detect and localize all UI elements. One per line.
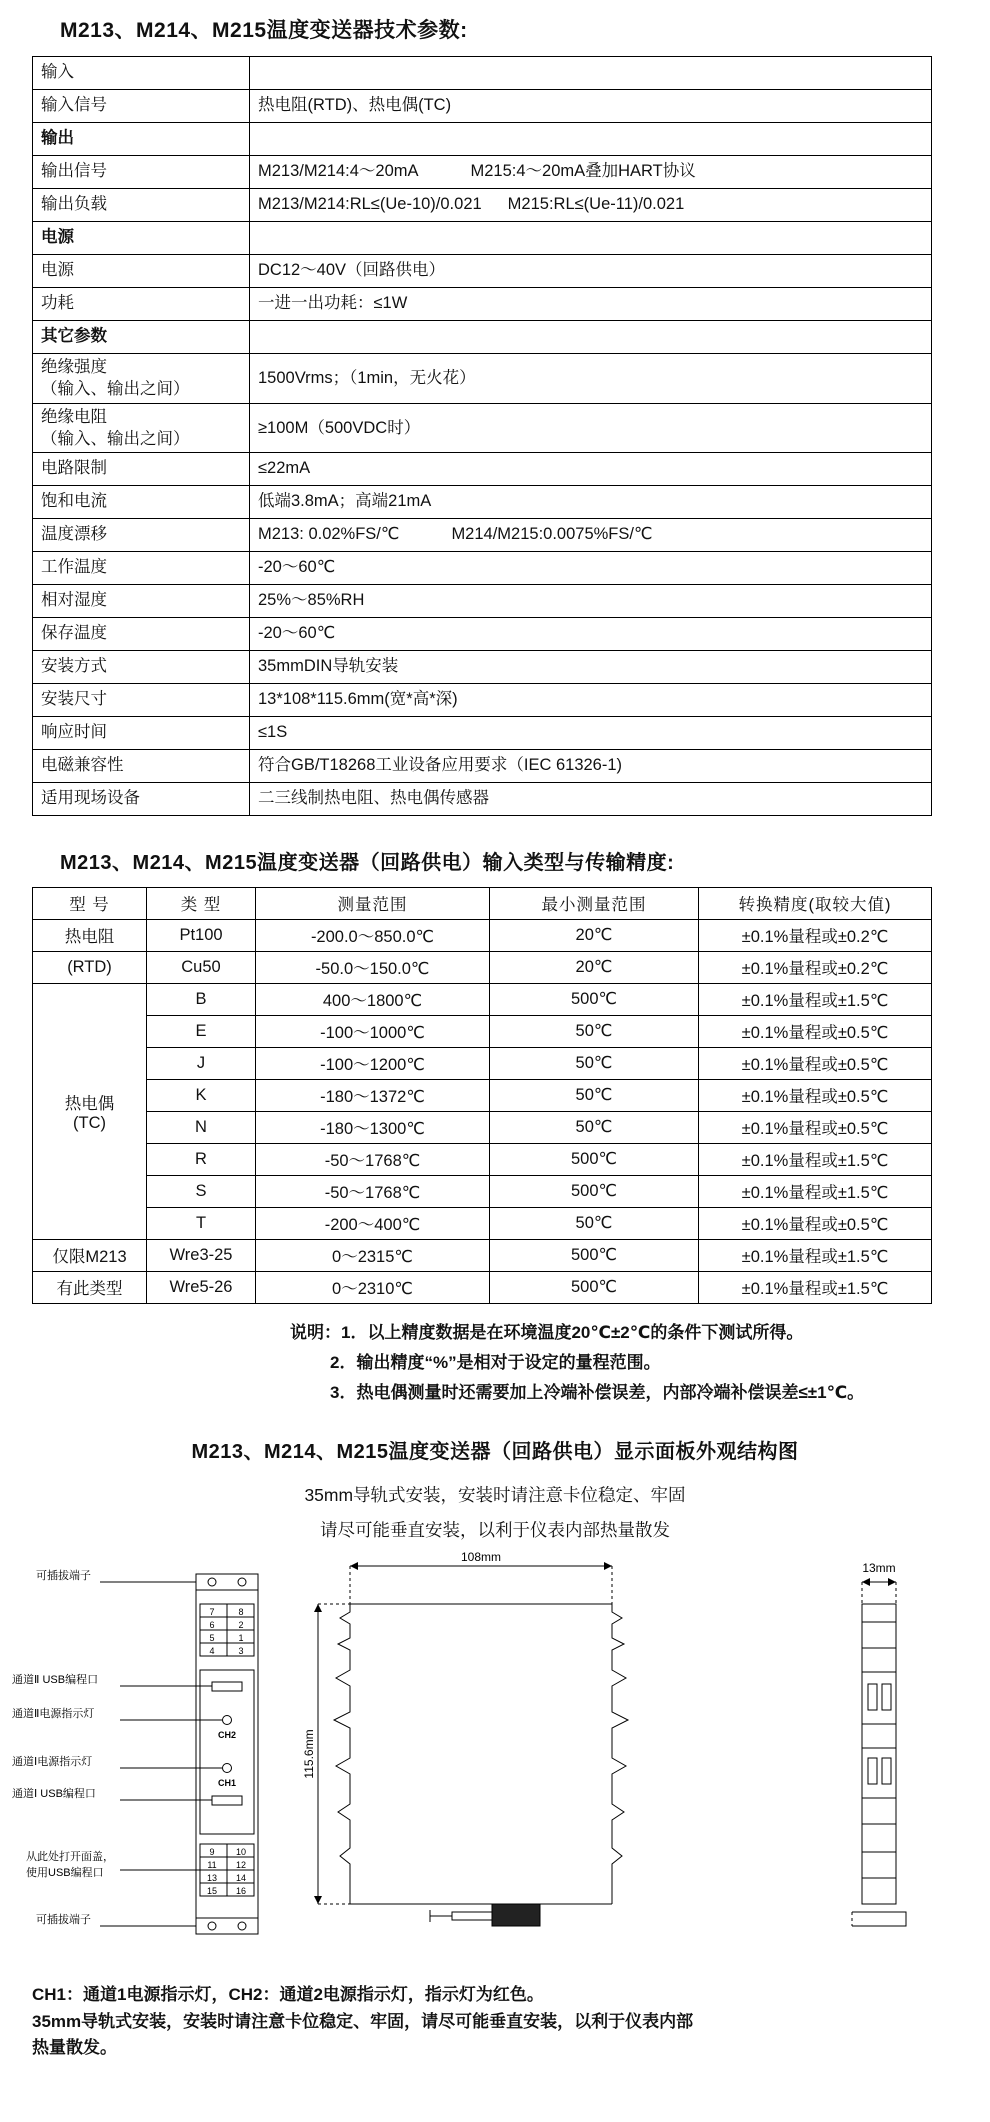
group-name-rtd: 热电阻 bbox=[33, 920, 147, 952]
narrow-slot bbox=[882, 1684, 891, 1710]
cell-accuracy: ±0.1%量程或±1.5℃ bbox=[699, 1240, 932, 1272]
callout-ch1-led: 通道Ⅰ电源指示灯 bbox=[12, 1756, 93, 1769]
note-1: 说明：1．以上精度数据是在环境温度20℃±2℃的条件下测试所得。 bbox=[290, 1323, 804, 1343]
terminal-number: 7 bbox=[209, 1607, 215, 1618]
spec-label bbox=[33, 354, 250, 404]
table-row bbox=[33, 354, 932, 404]
screw-icon bbox=[208, 1578, 216, 1586]
table-row bbox=[33, 1240, 932, 1272]
cell-range: -180～1372℃ bbox=[256, 1080, 490, 1112]
spec-label: 适用现场设备 bbox=[33, 783, 250, 816]
callout-bottom-terminal: 可插拔端子 bbox=[36, 1914, 91, 1927]
table-row bbox=[33, 189, 932, 222]
table-row bbox=[33, 1080, 932, 1112]
column-header-range: 测量范围 bbox=[256, 888, 490, 920]
terminal-number: 6 bbox=[209, 1620, 215, 1631]
spec-label: 饱和电流 bbox=[33, 486, 250, 519]
arrow-head bbox=[888, 1578, 896, 1586]
callout-open-cover-2: 使用USB编程口 bbox=[26, 1867, 104, 1880]
cell-min: 500℃ bbox=[490, 984, 699, 1016]
label-ch2: CH2 bbox=[217, 1730, 237, 1741]
table-header-row bbox=[33, 888, 932, 920]
table-row bbox=[33, 717, 932, 750]
terminal-number: 15 bbox=[206, 1886, 218, 1897]
spec-label: 电源 bbox=[33, 255, 250, 288]
cell-type: J bbox=[147, 1048, 256, 1080]
table-row bbox=[33, 684, 932, 717]
table-row bbox=[33, 984, 932, 1016]
panel-diagram bbox=[0, 1552, 990, 1972]
cell-min: 50℃ bbox=[490, 1016, 699, 1048]
cell-accuracy: ±0.1%量程或±0.5℃ bbox=[699, 1112, 932, 1144]
cell-range: -50.0～150.0℃ bbox=[256, 952, 490, 984]
spec-value: -20～60℃ bbox=[250, 618, 932, 651]
note-3: 3．热电偶测量时还需要加上冷端补偿误差，内部冷端补偿误差≤±1℃。 bbox=[330, 1382, 865, 1402]
terminal-number: 14 bbox=[235, 1873, 247, 1884]
table-row bbox=[33, 57, 932, 90]
spec-label: 输出 bbox=[33, 123, 250, 156]
device-face-panel bbox=[200, 1670, 254, 1834]
callout-top-terminal: 可插拔端子 bbox=[36, 1570, 91, 1583]
label-ch1: CH1 bbox=[217, 1778, 237, 1789]
spec-label bbox=[33, 403, 250, 453]
spec-label: 输入信号 bbox=[33, 90, 250, 123]
terminal-number: 8 bbox=[238, 1607, 244, 1618]
spec-value-part-2: M214/M215:0.0075%FS/℃ bbox=[451, 525, 653, 544]
footer-line-1: CH1：通道1电源指示灯，CH2：通道2电源指示灯，指示灯为红色。 bbox=[32, 1985, 544, 2005]
cell-type: B bbox=[147, 984, 256, 1016]
panel-install-note-2: 请尽可能垂直安装，以利于仪表内部热量散发 bbox=[320, 1520, 670, 1541]
screw-icon bbox=[238, 1578, 246, 1586]
spec-label: 工作温度 bbox=[33, 552, 250, 585]
cell-range: -100～1200℃ bbox=[256, 1048, 490, 1080]
table-row bbox=[33, 222, 932, 255]
group-name-tc-line1: 热电偶 bbox=[64, 1094, 115, 1113]
spec-section-title: M213、M214、M215温度变送器技术参数: bbox=[60, 19, 468, 42]
cell-min: 20℃ bbox=[490, 952, 699, 984]
dimension-depth-label: 13mm bbox=[862, 1561, 896, 1576]
terminal-number: 2 bbox=[238, 1620, 244, 1631]
cell-accuracy: ±0.1%量程或±1.5℃ bbox=[699, 1272, 932, 1304]
spec-table-body bbox=[33, 57, 932, 816]
group-name-tc-line2: (TC) bbox=[73, 1113, 106, 1132]
table-row bbox=[33, 552, 932, 585]
din-bracket bbox=[852, 1912, 906, 1926]
cell-accuracy: ±0.1%量程或±1.5℃ bbox=[699, 984, 932, 1016]
terminal-number: 10 bbox=[235, 1847, 247, 1858]
range-table bbox=[32, 887, 932, 1304]
spec-value-part-1: M213/M214:RL≤(Ue-10)/0.021 bbox=[258, 195, 482, 214]
side-profile-left bbox=[334, 1604, 350, 1904]
range-table-body bbox=[33, 888, 932, 1304]
terminal-number: 16 bbox=[235, 1886, 247, 1897]
footer-line-3: 热量散发。 bbox=[32, 2038, 117, 2057]
callout-ch2-usb: 通道Ⅱ USB编程口 bbox=[12, 1674, 99, 1687]
table-row bbox=[33, 453, 932, 486]
table-row bbox=[33, 156, 932, 189]
table-row bbox=[33, 486, 932, 519]
spec-label: 保存温度 bbox=[33, 618, 250, 651]
cell-type: Wre5-26 bbox=[147, 1272, 256, 1304]
spec-value: ≥100M（500VDC时） bbox=[250, 403, 932, 453]
table-row bbox=[33, 90, 932, 123]
cell-min: 50℃ bbox=[490, 1208, 699, 1240]
cell-type: Wre3-25 bbox=[147, 1240, 256, 1272]
table-row bbox=[33, 651, 932, 684]
spec-label: 安装方式 bbox=[33, 651, 250, 684]
cell-min: 50℃ bbox=[490, 1112, 699, 1144]
cell-min: 500℃ bbox=[490, 1272, 699, 1304]
cell-range: 400～1800℃ bbox=[256, 984, 490, 1016]
callout-ch2-led: 通道Ⅱ电源指示灯 bbox=[12, 1708, 95, 1721]
table-row bbox=[33, 585, 932, 618]
dimension-height-label: 115.6mm bbox=[302, 1729, 316, 1779]
cell-min: 50℃ bbox=[490, 1048, 699, 1080]
screw-icon bbox=[238, 1922, 246, 1930]
spec-label: 电路限制 bbox=[33, 453, 250, 486]
spec-label: 安装尺寸 bbox=[33, 684, 250, 717]
table-row bbox=[33, 1016, 932, 1048]
din-clip bbox=[492, 1904, 540, 1926]
table-row bbox=[33, 618, 932, 651]
spec-label: 输出信号 bbox=[33, 156, 250, 189]
spec-value: 热电阻(RTD)、热电偶(TC) bbox=[250, 90, 932, 123]
device-bottom-cap bbox=[196, 1918, 258, 1934]
spec-value-part-1: M213: 0.02%FS/℃ bbox=[258, 525, 400, 544]
cell-range: -100～1000℃ bbox=[256, 1016, 490, 1048]
spec-value-part-2: M215:4～20mA叠加HART协议 bbox=[470, 162, 696, 181]
table-row bbox=[33, 920, 932, 952]
cell-accuracy: ±0.1%量程或±0.5℃ bbox=[699, 1016, 932, 1048]
cell-min: 50℃ bbox=[490, 1080, 699, 1112]
cell-range: -50～1768℃ bbox=[256, 1176, 490, 1208]
terminal-number: 4 bbox=[209, 1646, 215, 1657]
panel-install-note-1: 35mm导轨式安装，安装时请注意卡位稳定、牢固 bbox=[304, 1485, 686, 1506]
spec-value: ≤1S bbox=[250, 717, 932, 750]
arrow-head bbox=[862, 1578, 870, 1586]
group-name-m213: 仅限M213 bbox=[33, 1240, 147, 1272]
arrow-head bbox=[604, 1562, 612, 1570]
cell-type: Cu50 bbox=[147, 952, 256, 984]
terminal-number: 3 bbox=[238, 1646, 244, 1657]
table-row bbox=[33, 403, 932, 453]
usb-port-ch1 bbox=[212, 1796, 242, 1805]
table-row bbox=[33, 952, 932, 984]
spec-value: 二三线制热电阻、热电偶传感器 bbox=[250, 783, 932, 816]
group-name-tc bbox=[33, 984, 147, 1240]
column-header-accuracy: 转换精度(取较大值) bbox=[699, 888, 932, 920]
note-2: 2．输出精度“%”是相对于设定的量程范围。 bbox=[330, 1352, 661, 1372]
spec-label: 输出负载 bbox=[33, 189, 250, 222]
spec-value: 35mmDIN导轨安装 bbox=[250, 651, 932, 684]
spec-label: 响应时间 bbox=[33, 717, 250, 750]
table-row bbox=[33, 1144, 932, 1176]
terminal-number: 5 bbox=[209, 1633, 215, 1644]
column-header-model: 型 号 bbox=[33, 888, 147, 920]
cell-range: -200～400℃ bbox=[256, 1208, 490, 1240]
table-row bbox=[33, 1208, 932, 1240]
table-row bbox=[33, 255, 932, 288]
table-row bbox=[33, 1272, 932, 1304]
notes-block bbox=[0, 1318, 990, 1407]
cell-type: Pt100 bbox=[147, 920, 256, 952]
callout-ch1-usb: 通道Ⅰ USB编程口 bbox=[12, 1788, 96, 1801]
spec-label: 电磁兼容性 bbox=[33, 750, 250, 783]
cell-type: T bbox=[147, 1208, 256, 1240]
cell-accuracy: ±0.1%量程或±0.5℃ bbox=[699, 1048, 932, 1080]
cell-accuracy: ±0.1%量程或±0.2℃ bbox=[699, 952, 932, 984]
panel-diagram-svg bbox=[0, 1552, 990, 1972]
led-indicator-ch2 bbox=[223, 1716, 232, 1725]
spec-value bbox=[250, 321, 932, 354]
terminal-number: 1 bbox=[238, 1633, 244, 1644]
cell-min: 500℃ bbox=[490, 1240, 699, 1272]
table-row bbox=[33, 1176, 932, 1208]
screw-icon bbox=[208, 1922, 216, 1930]
spec-value bbox=[250, 519, 932, 552]
range-section-title: M213、M214、M215温度变送器（回路供电）输入类型与传输精度: bbox=[60, 852, 675, 875]
cell-range: 0～2310℃ bbox=[256, 1272, 490, 1304]
cell-range: -180～1300℃ bbox=[256, 1112, 490, 1144]
callout-open-cover-1: 从此处打开面盖， bbox=[26, 1851, 114, 1864]
group-name-m213-sub: 有此类型 bbox=[33, 1272, 147, 1304]
spec-label: 电源 bbox=[33, 222, 250, 255]
cell-range: 0～2315℃ bbox=[256, 1240, 490, 1272]
footer-notes bbox=[32, 1982, 952, 2061]
spec-value bbox=[250, 156, 932, 189]
spec-value: ≤22mA bbox=[250, 453, 932, 486]
cell-type: S bbox=[147, 1176, 256, 1208]
narrow-slot bbox=[882, 1758, 891, 1784]
arrow-head bbox=[314, 1896, 322, 1904]
spec-value bbox=[250, 222, 932, 255]
cell-accuracy: ±0.1%量程或±0.5℃ bbox=[699, 1208, 932, 1240]
spec-label: 其它参数 bbox=[33, 321, 250, 354]
terminal-number: 9 bbox=[209, 1847, 215, 1858]
panel-section-title: M213、M214、M215温度变送器（回路供电）显示面板外观结构图 bbox=[191, 1441, 799, 1464]
cell-type: E bbox=[147, 1016, 256, 1048]
cell-accuracy: ±0.1%量程或±0.5℃ bbox=[699, 1080, 932, 1112]
spec-value: 符合GB/T18268工业设备应用要求（IEC 61326-1) bbox=[250, 750, 932, 783]
arrow-head bbox=[350, 1562, 358, 1570]
cell-min: 20℃ bbox=[490, 920, 699, 952]
spec-value bbox=[250, 123, 932, 156]
spec-label: 输入 bbox=[33, 57, 250, 90]
spec-value: 25%～85%RH bbox=[250, 585, 932, 618]
terminal-number: 13 bbox=[206, 1873, 218, 1884]
spec-label: 相对湿度 bbox=[33, 585, 250, 618]
cell-type: K bbox=[147, 1080, 256, 1112]
cell-type: N bbox=[147, 1112, 256, 1144]
table-row bbox=[33, 1112, 932, 1144]
spec-label: 功耗 bbox=[33, 288, 250, 321]
clip-arm bbox=[452, 1912, 492, 1920]
spec-value-part-2: M215:RL≤(Ue-11)/0.021 bbox=[507, 195, 685, 214]
spec-label: 温度漂移 bbox=[33, 519, 250, 552]
column-header-min-range: 最小测量范围 bbox=[490, 888, 699, 920]
terminal-number: 12 bbox=[235, 1860, 247, 1871]
spec-value: 13*108*115.6mm(宽*高*深) bbox=[250, 684, 932, 717]
spec-table bbox=[32, 56, 932, 816]
table-row bbox=[33, 321, 932, 354]
device-top-cap bbox=[196, 1574, 258, 1590]
cell-min: 500℃ bbox=[490, 1144, 699, 1176]
cell-accuracy: ±0.1%量程或±0.2℃ bbox=[699, 920, 932, 952]
spec-value-part-1: M213/M214:4～20mA bbox=[258, 162, 419, 181]
arrow-head bbox=[314, 1604, 322, 1612]
document-page bbox=[0, 14, 990, 2122]
spec-value: 低端3.8mA；高端21mA bbox=[250, 486, 932, 519]
group-name-rtd-sub: (RTD) bbox=[33, 952, 147, 984]
spec-value bbox=[250, 189, 932, 222]
dimension-width-label: 108mm bbox=[460, 1552, 502, 1565]
cell-accuracy: ±0.1%量程或±1.5℃ bbox=[699, 1176, 932, 1208]
spec-value: 一进一出功耗：≤1W bbox=[250, 288, 932, 321]
cell-range: -200.0～850.0℃ bbox=[256, 920, 490, 952]
cell-range: -50～1768℃ bbox=[256, 1144, 490, 1176]
table-row bbox=[33, 288, 932, 321]
device-narrow-view bbox=[862, 1604, 896, 1904]
spec-value bbox=[250, 57, 932, 90]
spec-value: 1500Vrms；（1min，无火花） bbox=[250, 354, 932, 404]
cell-min: 500℃ bbox=[490, 1176, 699, 1208]
spec-label-line-1: 绝缘强度 bbox=[41, 358, 107, 376]
spec-value: -20～60℃ bbox=[250, 552, 932, 585]
footer-line-2: 35mm导轨式安装，安装时请注意卡位稳定、牢固，请尽可能垂直安装，以利于仪表内部 bbox=[32, 2011, 694, 2031]
table-row bbox=[33, 1048, 932, 1080]
cell-accuracy: ±0.1%量程或±1.5℃ bbox=[699, 1144, 932, 1176]
led-indicator-ch1 bbox=[223, 1764, 232, 1773]
table-row bbox=[33, 519, 932, 552]
spec-label-line-2: （输入、输出之间） bbox=[41, 429, 190, 448]
table-row bbox=[33, 783, 932, 816]
narrow-slot bbox=[868, 1758, 877, 1784]
spec-value: DC12～40V（回路供电） bbox=[250, 255, 932, 288]
column-header-type: 类 型 bbox=[147, 888, 256, 920]
cell-type: R bbox=[147, 1144, 256, 1176]
narrow-slot bbox=[868, 1684, 877, 1710]
usb-port-ch2 bbox=[212, 1682, 242, 1691]
spec-label-line-1: 绝缘电阻 bbox=[41, 407, 107, 426]
terminal-number: 11 bbox=[207, 1860, 217, 1871]
table-row bbox=[33, 750, 932, 783]
table-row bbox=[33, 123, 932, 156]
spec-label-line-2: （输入、输出之间） bbox=[41, 380, 190, 399]
side-profile-right bbox=[612, 1604, 628, 1904]
